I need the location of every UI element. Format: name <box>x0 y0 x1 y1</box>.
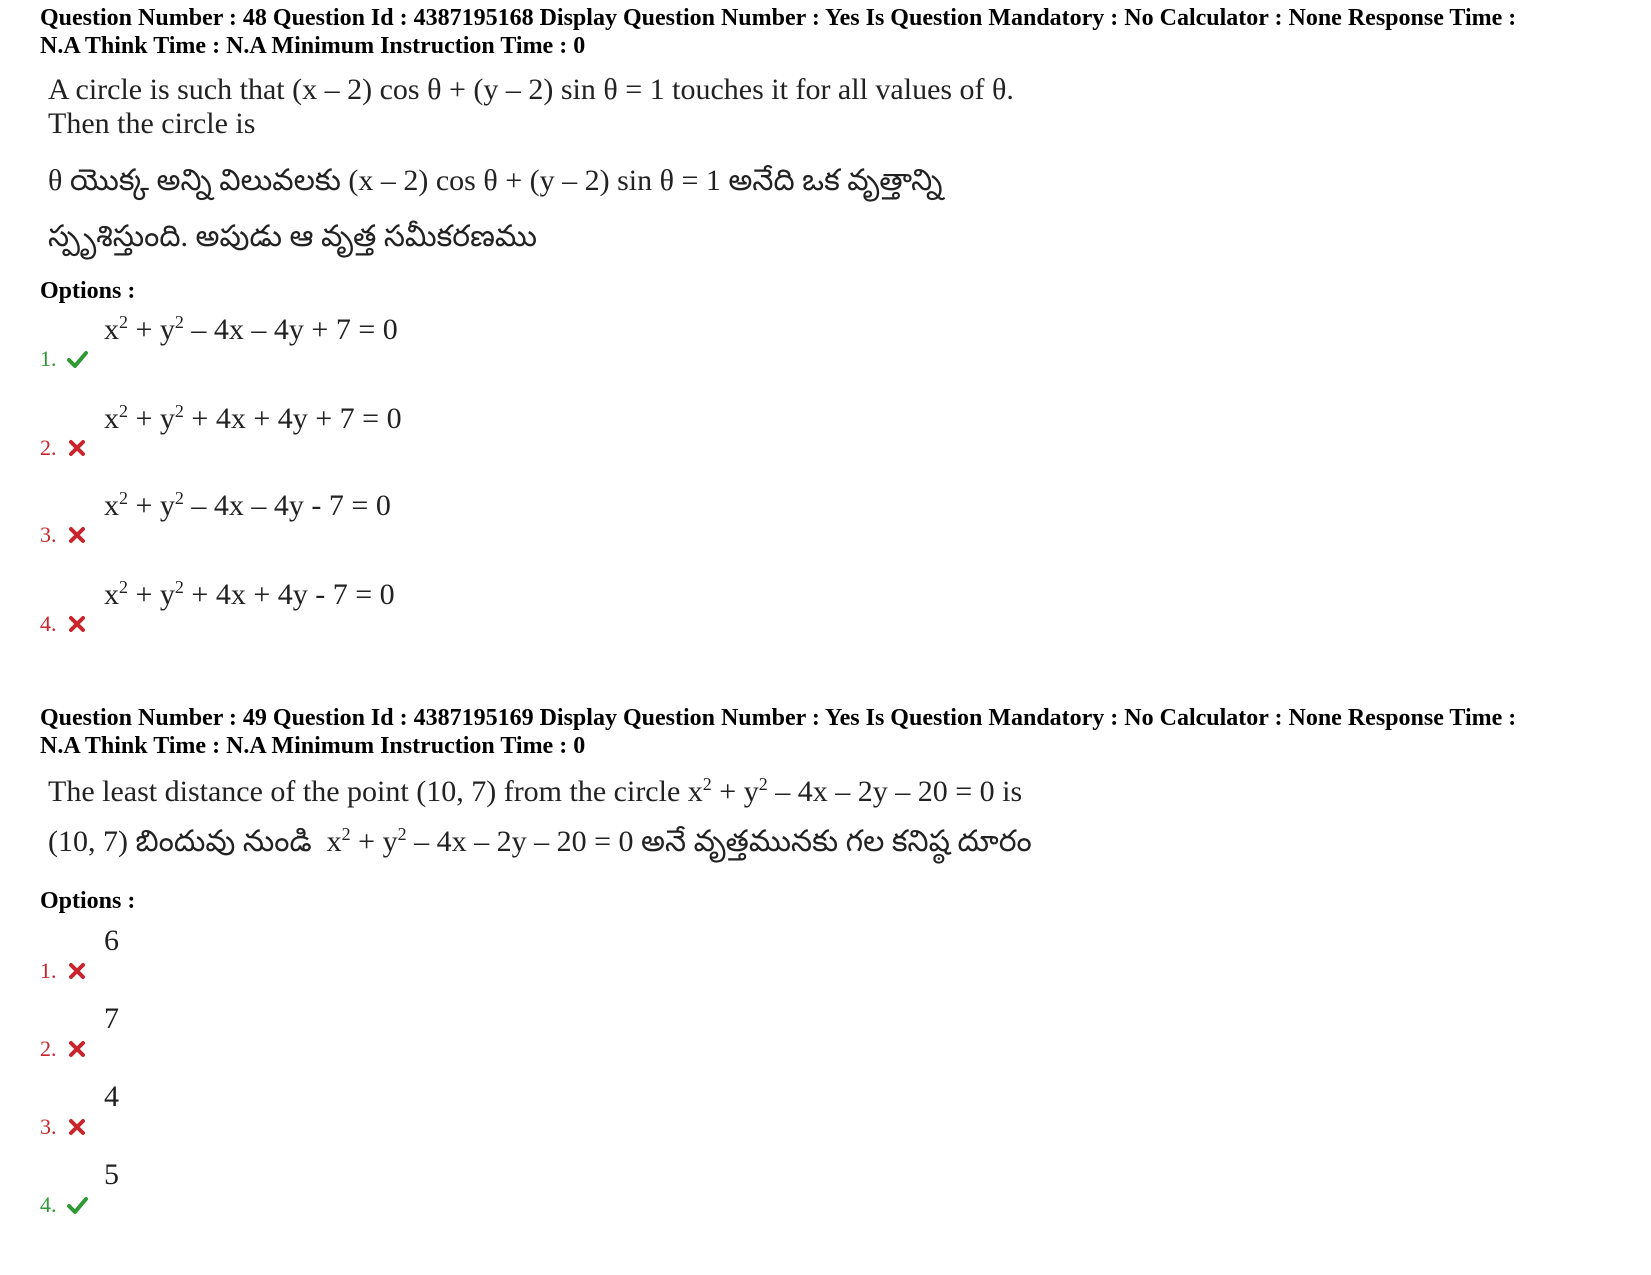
option-2[interactable] <box>40 1002 940 1062</box>
option-number: 3. <box>40 522 57 547</box>
question-stem-en-line1: A circle is such that (x – 2) cos θ + (y – 2) sin θ = 1 touches it for all values of θ. <box>48 73 1014 106</box>
option-number: 1. <box>40 958 57 983</box>
options-label: Options : <box>40 888 136 914</box>
option-number: 1. <box>40 346 57 371</box>
option-number: 3. <box>40 1114 57 1139</box>
question-meta-line1: Question Number : 49 Question Id : 4387195169 Display Question Number : Yes Is Question Mandatory : No Calculator : None Response Time : <box>40 705 1517 731</box>
question-49 <box>40 704 1620 760</box>
cross-icon <box>66 1116 88 1138</box>
option-3[interactable] <box>40 488 940 548</box>
question-meta-line2: N.A Think Time : N.A Minimum Instruction Time : 0 <box>40 733 586 759</box>
cross-icon <box>66 437 88 459</box>
option-text: $x^2 + y^2 + 4x + 4y + 7 = 0$ <box>104 401 402 435</box>
question-stem-en-line2: Then the circle is <box>48 107 256 140</box>
option-text: $x^2 + y^2 - 4x - 4y + 7 = 0$ <box>104 312 398 346</box>
check-icon <box>66 348 88 370</box>
option-text: $x^2 + y^2 - 4x - 4y - 7 = 0$ <box>104 488 391 522</box>
option-3[interactable] <box>40 1080 940 1140</box>
cross-icon <box>66 1038 88 1060</box>
cross-icon <box>66 613 88 635</box>
option-4[interactable] <box>40 1158 940 1218</box>
question-meta-line2: N.A Think Time : N.A Minimum Instruction Time : 0 <box>40 33 586 59</box>
option-1[interactable] <box>40 312 940 372</box>
question-stem-te-line1: (10, 7) బిందువు నుండి $x^2 + y^2 - 4x - 2y - 20 = 0$ అనే వృత్తమునకు గల కనిష్ఠ దూరం <box>48 824 1032 858</box>
option-number: 4. <box>40 1192 57 1217</box>
cross-icon <box>66 960 88 982</box>
options-list <box>40 312 1620 652</box>
question-stem-te-line1: θ యొక్క అన్ని విలువలకు (x – 2) cos θ + (y – 2) sin θ = 1 అనేది ఒక వృత్తాన్ని <box>48 164 943 197</box>
option-number: 4. <box>40 611 57 636</box>
option-text: 4 <box>104 1080 119 1113</box>
question-meta-line1: Question Number : 48 Question Id : 4387195168 Display Question Number : Yes Is Question Mandatory : No Calculator : None Response Time : <box>40 5 1517 31</box>
question-48 <box>40 4 1620 60</box>
option-1[interactable] <box>40 924 940 984</box>
option-text: $x^2 + y^2 + 4x + 4y - 7 = 0$ <box>104 577 395 611</box>
cross-icon <box>66 524 88 546</box>
option-number: 2. <box>40 435 57 460</box>
option-number: 2. <box>40 1036 57 1061</box>
option-text: 7 <box>104 1002 119 1035</box>
option-4[interactable] <box>40 577 940 637</box>
check-icon <box>66 1194 88 1216</box>
question-stem-te-line2: స్పృశిస్తుంది. అపుడు ఆ వృత్త సమీకరణము <box>48 220 537 253</box>
option-text: 6 <box>104 924 119 957</box>
option-2[interactable] <box>40 401 940 461</box>
question-stem-en-line1: The least distance of the point (10, 7) from the circle $x^2 + y^2 - 4x - 2y - 20 = 0$ is <box>48 774 1023 808</box>
options-list <box>40 924 1620 1217</box>
option-text: 5 <box>104 1158 119 1191</box>
options-label: Options : <box>40 278 136 304</box>
